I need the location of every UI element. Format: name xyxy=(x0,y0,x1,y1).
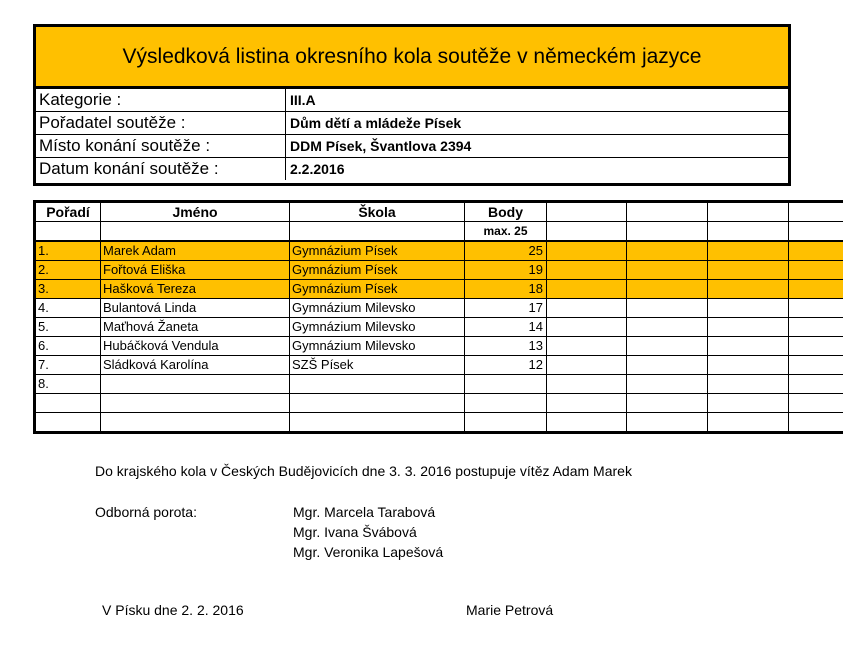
info-value: III.A xyxy=(290,92,316,108)
rank-cell: 5. xyxy=(35,318,101,337)
info-label: Datum konání soutěže : xyxy=(36,158,286,180)
school-cell xyxy=(290,413,465,433)
info-row-date xyxy=(36,157,788,180)
table-row xyxy=(35,375,843,394)
table-row xyxy=(35,299,843,318)
table-row xyxy=(35,318,843,337)
empty-cell xyxy=(708,394,789,413)
advance-note: Do krajského kola v Českých Budějovicích dne 3. 3. 2016 postupuje vítěz Adam Marek xyxy=(95,463,632,479)
rank-cell: 3. xyxy=(35,280,101,299)
info-value: DDM Písek, Švantlova 2394 xyxy=(290,138,472,154)
empty-cell xyxy=(627,222,708,242)
empty-cell xyxy=(547,241,627,261)
empty-cell xyxy=(547,356,627,375)
school-cell xyxy=(290,375,465,394)
empty-cell xyxy=(547,299,627,318)
info-label: Kategorie : xyxy=(36,89,286,111)
rank-cell xyxy=(35,413,101,433)
table-row xyxy=(35,394,843,413)
empty-cell xyxy=(627,337,708,356)
results-body xyxy=(35,241,843,433)
empty-cell xyxy=(627,413,708,433)
empty-cell xyxy=(547,318,627,337)
points-cell: 14 xyxy=(465,318,547,337)
empty-cell xyxy=(708,280,789,299)
jury-member: Mgr. Ivana Švábová xyxy=(293,524,417,540)
name-cell: Hašková Tereza xyxy=(101,280,290,299)
name-cell: Maťhová Žaneta xyxy=(101,318,290,337)
empty-cell xyxy=(627,394,708,413)
name-cell: Hubáčková Vendula xyxy=(101,337,290,356)
empty-cell xyxy=(627,375,708,394)
empty-cell xyxy=(789,394,843,413)
empty-cell xyxy=(547,413,627,433)
table-row xyxy=(35,280,843,299)
empty-cell xyxy=(789,318,843,337)
col-header-name: Jméno xyxy=(101,202,290,222)
empty-cell xyxy=(547,261,627,280)
school-cell: SZŠ Písek xyxy=(290,356,465,375)
points-cell: 12 xyxy=(465,356,547,375)
col-header-points: Body xyxy=(465,202,547,222)
empty-cell xyxy=(547,394,627,413)
empty-cell xyxy=(789,299,843,318)
info-value: Dům dětí a mládeže Písek xyxy=(290,115,462,131)
col-header-empty xyxy=(789,202,843,222)
empty-cell xyxy=(789,241,843,261)
name-cell: Bulantová Linda xyxy=(101,299,290,318)
competition-info-box xyxy=(33,24,791,186)
empty-cell xyxy=(547,337,627,356)
points-cell: 19 xyxy=(465,261,547,280)
empty-cell xyxy=(789,280,843,299)
empty-cell xyxy=(708,241,789,261)
empty-cell xyxy=(547,280,627,299)
jury-member: Mgr. Veronika Lapešová xyxy=(293,544,444,560)
empty-cell xyxy=(708,261,789,280)
table-row xyxy=(35,241,843,261)
rank-cell: 2. xyxy=(35,261,101,280)
empty-cell xyxy=(627,241,708,261)
empty-cell xyxy=(627,261,708,280)
empty-cell xyxy=(708,337,789,356)
points-cell xyxy=(465,375,547,394)
rank-cell: 7. xyxy=(35,356,101,375)
rank-cell: 8. xyxy=(35,375,101,394)
points-cell: 17 xyxy=(465,299,547,318)
points-cell xyxy=(465,413,547,433)
place-date: V Písku dne 2. 2. 2016 xyxy=(102,602,244,618)
jury-label: Odborná porota: xyxy=(95,504,197,520)
name-cell: Fořtová Eliška xyxy=(101,261,290,280)
info-row-venue xyxy=(36,134,788,157)
empty-cell xyxy=(789,222,843,242)
table-row xyxy=(35,337,843,356)
table-row xyxy=(35,356,843,375)
col-header-empty xyxy=(627,202,708,222)
school-cell: Gymnázium Milevsko xyxy=(290,318,465,337)
empty-cell xyxy=(789,356,843,375)
name-cell xyxy=(101,394,290,413)
empty-cell xyxy=(101,222,290,242)
empty-cell xyxy=(708,413,789,433)
empty-cell xyxy=(627,280,708,299)
col-header-school: Škola xyxy=(290,202,465,222)
info-label: Místo konání soutěže : xyxy=(36,135,286,157)
table-header-row xyxy=(35,202,843,222)
school-cell: Gymnázium Písek xyxy=(290,280,465,299)
table-row xyxy=(35,261,843,280)
points-cell: 13 xyxy=(465,337,547,356)
table-row xyxy=(35,413,843,433)
results-table xyxy=(33,200,843,434)
name-cell xyxy=(101,413,290,433)
empty-cell xyxy=(708,299,789,318)
empty-cell xyxy=(290,222,465,242)
document-title: Výsledková listina okresního kola soutěže v německém jazyce xyxy=(36,27,788,88)
empty-cell xyxy=(708,222,789,242)
name-cell xyxy=(101,375,290,394)
rank-cell: 6. xyxy=(35,337,101,356)
max-points-label: max. 25 xyxy=(465,222,547,242)
school-cell: Gymnázium Milevsko xyxy=(290,299,465,318)
empty-cell xyxy=(789,337,843,356)
school-cell: Gymnázium Milevsko xyxy=(290,337,465,356)
empty-cell xyxy=(789,261,843,280)
info-label: Pořadatel soutěže : xyxy=(36,112,286,134)
points-cell xyxy=(465,394,547,413)
empty-cell xyxy=(35,222,101,242)
rank-cell: 1. xyxy=(35,241,101,261)
info-row-organizer xyxy=(36,111,788,134)
empty-cell xyxy=(708,375,789,394)
col-header-empty xyxy=(708,202,789,222)
info-value: 2.2.2016 xyxy=(290,161,345,177)
points-cell: 18 xyxy=(465,280,547,299)
empty-cell xyxy=(708,356,789,375)
col-header-empty xyxy=(547,202,627,222)
signature-name: Marie Petrová xyxy=(466,602,554,618)
empty-cell xyxy=(627,299,708,318)
max-points-row xyxy=(35,222,843,242)
empty-cell xyxy=(547,375,627,394)
points-cell: 25 xyxy=(465,241,547,261)
col-header-rank: Pořadí xyxy=(35,202,101,222)
empty-cell xyxy=(627,318,708,337)
empty-cell xyxy=(789,375,843,394)
rank-cell: 4. xyxy=(35,299,101,318)
jury-member: Mgr. Marcela Tarabová xyxy=(293,504,436,520)
info-row-category xyxy=(36,88,788,111)
empty-cell xyxy=(547,222,627,242)
school-cell xyxy=(290,394,465,413)
name-cell: Marek Adam xyxy=(101,241,290,261)
empty-cell xyxy=(708,318,789,337)
empty-cell xyxy=(627,356,708,375)
empty-cell xyxy=(789,413,843,433)
school-cell: Gymnázium Písek xyxy=(290,241,465,261)
school-cell: Gymnázium Písek xyxy=(290,261,465,280)
rank-cell xyxy=(35,394,101,413)
name-cell: Sládková Karolína xyxy=(101,356,290,375)
